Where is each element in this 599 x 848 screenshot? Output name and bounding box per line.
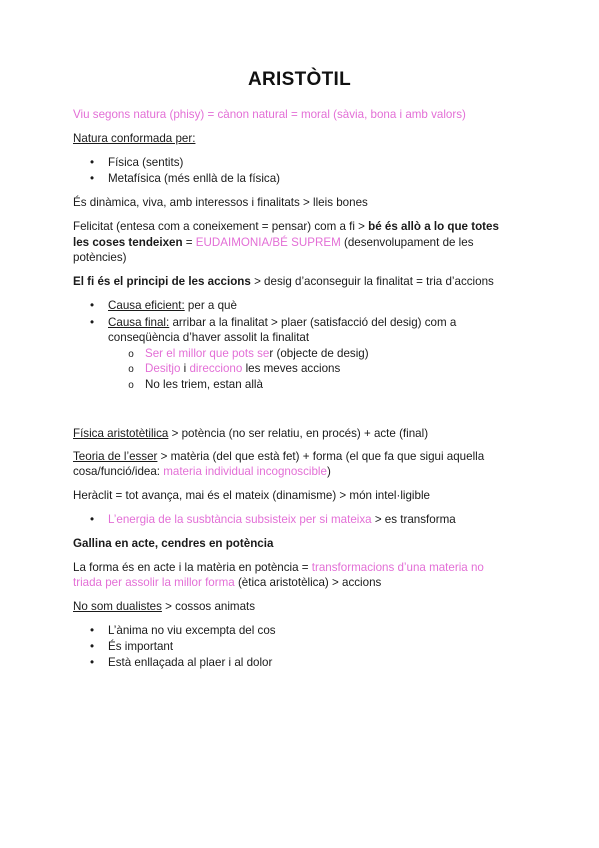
sub-list-item [145, 346, 369, 362]
text-span: i [180, 362, 190, 375]
text-span: (desenvolupament de les [340, 236, 474, 249]
list-item [108, 512, 456, 528]
bullet-icon [88, 639, 96, 655]
teoria-line-2 [73, 464, 331, 480]
sub-list-item [145, 361, 340, 377]
felicitat-line-2 [73, 235, 474, 251]
underline-span: Física aristotètilica [73, 427, 169, 440]
text-span: > matèria (del que està fet) + forma (el que fa que sigui aquella [157, 450, 485, 463]
bullet-icon [88, 315, 96, 331]
teoria-line-1 [73, 449, 484, 465]
underline-span: Teoria de l’esser [73, 450, 158, 463]
felicitat-line-1 [73, 219, 499, 235]
underline-span: Causa eficient: [108, 299, 185, 312]
highlight-span: transformacions d’una materia no [311, 561, 484, 574]
intro-line: Viu segons natura (phisy) = cànon natural = moral (sàvia, bona i amb valors) [73, 108, 466, 121]
felicitat-line-3: potències) [73, 251, 127, 264]
highlight-span: direcciono [189, 362, 243, 375]
text-span: per a què [184, 299, 237, 312]
text-span: > cossos animats [161, 600, 256, 613]
sub-bullet-icon [127, 377, 135, 394]
text-span: > es transforma [371, 513, 456, 526]
bold-heading: Gallina en acte, cendres en potència [73, 537, 274, 550]
list-item: Física (sentits) [108, 156, 184, 169]
bold-span: El fi és el principi de les accions [73, 275, 251, 288]
forma-line-1 [73, 560, 484, 576]
bold-span: bé és allò a lo que totes [368, 220, 499, 233]
text-span: La forma és en acte i la matèria en potència = [73, 561, 312, 574]
list-item: Està enllaçada al plaer i al dolor [108, 656, 273, 669]
text-span: r (objecte de desig) [269, 347, 369, 360]
text-span: = [182, 236, 196, 249]
highlight-span: Desitjo [145, 362, 181, 375]
text-span: cosa/funció/idea: [73, 465, 164, 478]
forma-line-2 [73, 575, 381, 591]
text-span: > potència (no ser relatiu, en procés) + acte (final) [168, 427, 429, 440]
heraclit-line: Heràclit = tot avança, mai és el mateix (dinamisme) > món intel·ligible [73, 489, 430, 502]
bullet-icon [88, 155, 96, 171]
list-item: L’ànima no viu excempta del cos [108, 624, 276, 637]
highlight-span: L’energia de la susbtància subsisteix per si mateixa [108, 513, 372, 526]
bullet-icon [88, 623, 96, 639]
underline-span: Causa final: [108, 316, 170, 329]
highlight-span: Ser el millor que pots se [145, 347, 270, 360]
list-item-continuation: conseqüència d’haver assolit la finalitat [108, 331, 310, 344]
list-item: Metafísica (més enllà de la física) [108, 172, 281, 185]
fi-line [73, 274, 494, 290]
text-span: ) [326, 465, 331, 478]
bullet-icon [88, 298, 96, 314]
text-span: arribar a la finalitat > plaer (satisfacció del desig) com a [169, 316, 457, 329]
list-item [108, 315, 456, 331]
highlight-span: EUDAIMONIA/BÉ SUPREM [195, 236, 341, 249]
text-span: > desig d’aconseguir la finalitat = tria d’accions [250, 275, 494, 288]
text-span: Felicitat (entesa com a coneixement = pensar) com a fi > [73, 220, 369, 233]
highlight-span: triada per assolir la millor forma [73, 576, 235, 589]
fisica-line [73, 426, 428, 442]
text-span: (ètica aristotèlica) > accions [234, 576, 382, 589]
page-title: ARISTÒTIL [248, 69, 351, 90]
list-item: És important [108, 640, 174, 653]
sub-list-item: No les triem, estan allà [145, 378, 263, 391]
bullet-icon [88, 171, 96, 187]
dualistes-line [73, 599, 255, 615]
bullet-icon [88, 512, 96, 528]
highlight-span: materia individual incognoscible [163, 465, 327, 478]
bullet-icon [88, 655, 96, 671]
paragraph: És dinàmica, viva, amb interessos i finalitats > lleis bones [73, 196, 368, 209]
list-item [108, 298, 237, 314]
underline-span: No som dualistes [73, 600, 162, 613]
text-span: les meves accions [242, 362, 341, 375]
natura-heading: Natura conformada per: [73, 132, 196, 145]
bold-span: les coses tendeixen [73, 236, 183, 249]
sub-bullet-icon [127, 361, 135, 378]
